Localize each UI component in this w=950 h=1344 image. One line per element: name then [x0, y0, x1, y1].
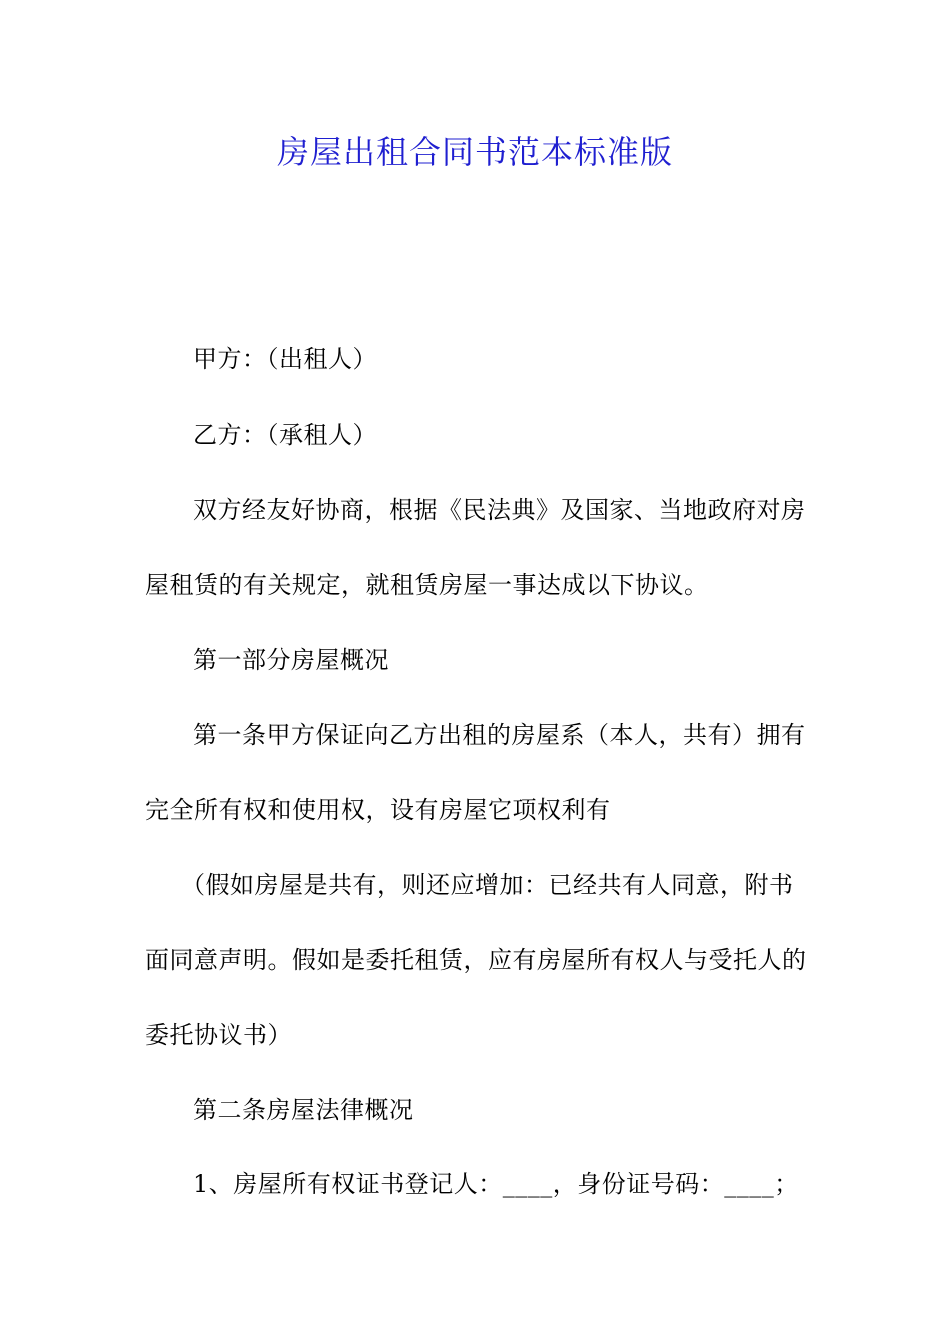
article-two-heading: 第二条房屋法律概况	[193, 1096, 414, 1124]
preamble-line-2: 屋租赁的有关规定，就租赁房屋一事达成以下协议。	[145, 571, 709, 599]
article-one-line-1: 第一条甲方保证向乙方出租的房屋系（本人，共有）拥有	[193, 721, 806, 749]
party-a-line: 甲方：（出租人）	[193, 345, 377, 373]
preamble-line-1: 双方经友好协商，根据《民法典》及国家、当地政府对房	[193, 496, 806, 524]
article-one-line-2: 完全所有权和使用权，设有房屋它项权利有	[145, 796, 611, 824]
note-line-2: 面同意声明。假如是委托租赁，应有房屋所有权人与受托人的	[145, 946, 807, 974]
part-one-heading: 第一部分房屋概况	[193, 646, 389, 674]
document-title: 房屋出租合同书范本标准版	[276, 133, 673, 171]
note-line-1: （假如房屋是共有，则还应增加：已经共有人同意，附书	[181, 871, 794, 899]
article-two-item-1: 1、房屋所有权证书登记人：____，身份证号码：____；	[193, 1170, 799, 1198]
party-b-line: 乙方：（承租人）	[193, 421, 377, 449]
note-line-3: 委托协议书）	[145, 1021, 292, 1049]
